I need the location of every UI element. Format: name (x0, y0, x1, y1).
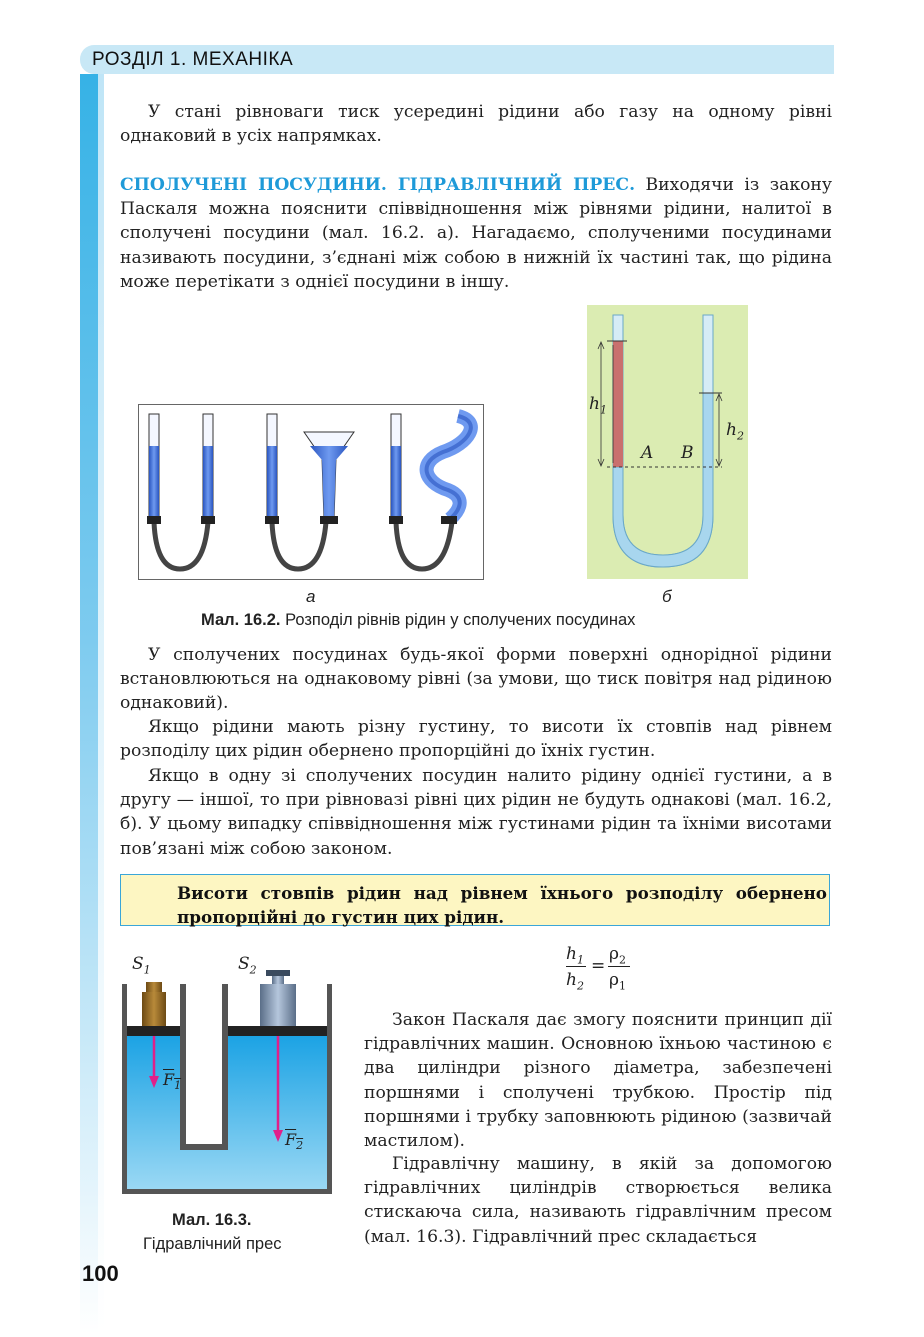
figure-label-a: а (306, 587, 316, 606)
paragraph-different-density: Якщо рідини мають різну густину, то висоти їх стовпів над рівнем розподілу цих рідин обернено пропорційні до їхніх густин. (120, 717, 832, 762)
law-statement: Висоти стовпів рідин над рівнем їхнього розподілу обернено пропорційні до густин цих рідин. (177, 883, 827, 927)
side-decor-band-light (98, 74, 104, 1334)
label-s2: $S_2$ (238, 954, 257, 977)
section-heading: СПОЛУЧЕНІ ПОСУДИНИ. ГІДРАВЛІЧНИЙ ПРЕС. (120, 175, 636, 195)
figure-16-3-hydraulic-press (118, 950, 336, 1200)
side-decor-band (80, 74, 98, 1334)
figure-16-3-caption-text: Гідравлічний прес (143, 1235, 282, 1253)
paragraph-communicating-vessels (120, 173, 832, 294)
figure-16-2b-u-tube (587, 305, 748, 579)
page-number: 100 (82, 1261, 119, 1286)
label-s1: $S_1$ (132, 954, 151, 977)
label-f2: $F_2$ (285, 1130, 304, 1153)
paragraph-hydraulic-machines: Закон Паскаля дає змогу пояснити принцип дії гідравлічних машин. Основною їхньою частиною є два циліндри різного діаметра, забезпечені поршнями і сполучені трубкою. Простір під поршнями і трубку заповнюють рідиною (зазвичай мастилом). (364, 1010, 832, 1152)
density-height-formula: $h_1$ $h_2$ = $\rho_2$ $\rho_1$ (566, 944, 636, 1000)
paragraph-body: Виходячи із закону Паскаля можна пояснити співвідношення між рівнями рідини, налитої в сполучені посудини (мал. 16.2. а). Нагадаємо, сполученими посудинами називають посудини, з’єднані між собою в нижній їх частині так, що рідина може перетікати з однієї посудини в іншу. (120, 175, 832, 292)
figure-16-2a-vessels (138, 404, 484, 580)
label-h2: $h_2$ (726, 420, 744, 443)
figure-label-b: б (662, 587, 672, 606)
figure-16-2-caption: Мал. 16.2. Розподіл рівнів рідин у сполучених посудинах (201, 611, 636, 629)
paragraph-hydraulic-press: Гідравлічну машину, в якій за допомогою гідравлічних циліндрів створюється велика стискаюча сила, називають гідравлічним пресом (мал. 16.3). Гідравлічний прес складається (364, 1154, 832, 1247)
paragraph-uniform-liquid: У сполучених посудинах будь-якої форми поверхні однорідної рідини встановлюються на однаковому рівні (за умови, що тиск повітря над рідиною однаковий). (120, 645, 832, 714)
paragraph-equilibrium: У стані рівноваги тиск усередині рідини або газу на одному рівні однаковий в усіх напрямках. (120, 102, 832, 147)
label-point-a: A (641, 443, 654, 463)
paragraph-law-intro: Якщо в одну зі сполучених посудин налито рідину однієї густини, а в другу — іншої, то при рівновазі рівні цих рідин не будуть однакові (мал. 16.2, б). У цьому випадку співвідношення між густинами рідин та їхніми висотами пов’язані між собою законом. (120, 766, 832, 859)
section-title: РОЗДІЛ 1. МЕХАНІКА (92, 49, 294, 70)
label-f1: $F_1$ (163, 1070, 182, 1093)
law-highlight-box (120, 874, 830, 926)
figure-16-3-caption-number: Мал. 16.3. (172, 1211, 252, 1229)
label-h1: $h_1$ (589, 394, 607, 417)
label-point-b: B (681, 443, 694, 463)
